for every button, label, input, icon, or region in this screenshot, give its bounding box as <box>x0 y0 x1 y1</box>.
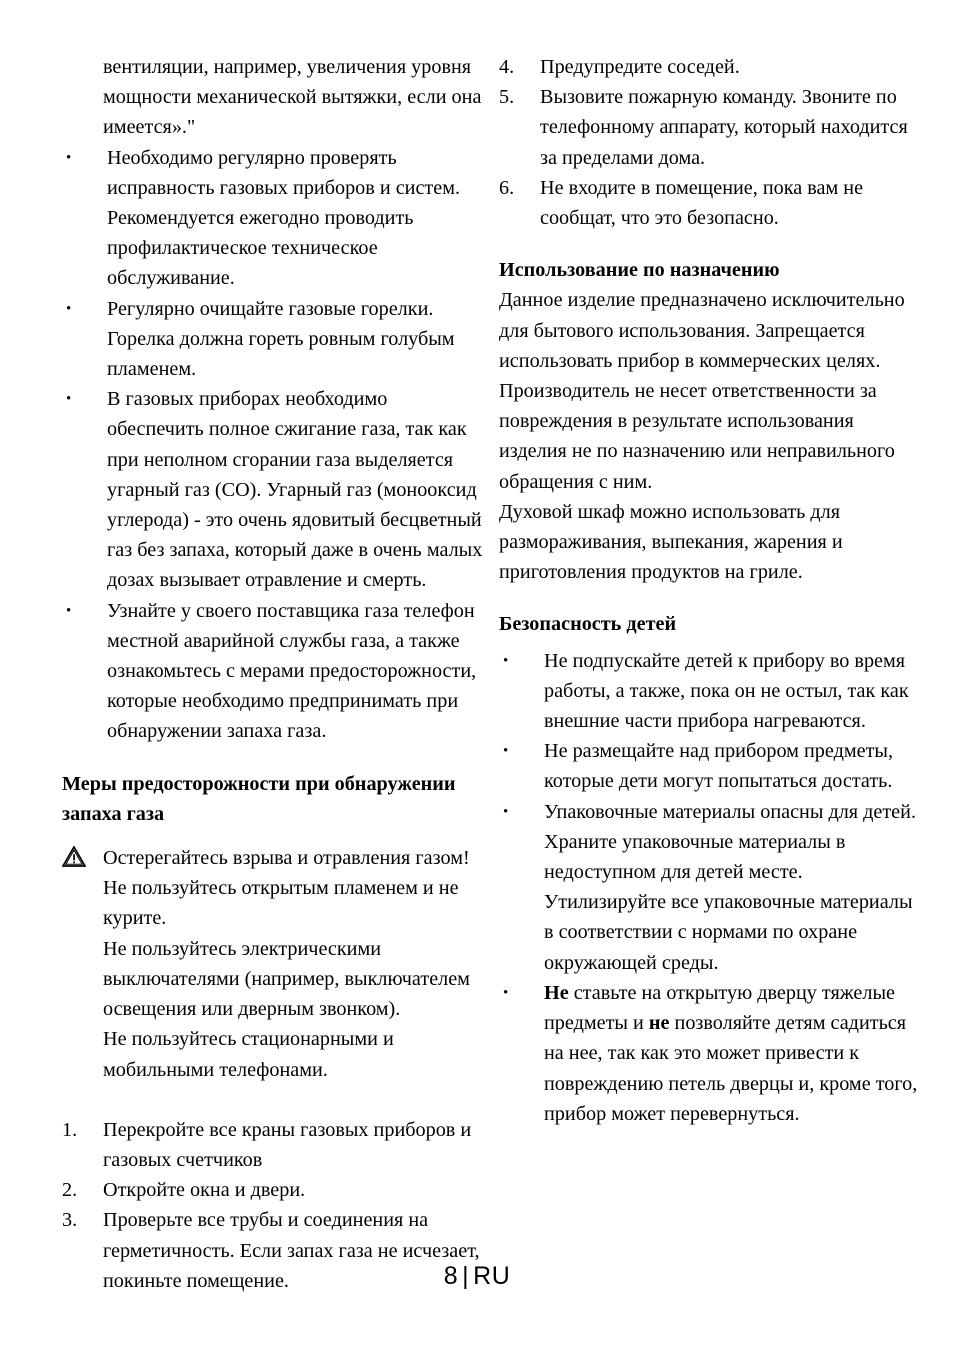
bullet-marker: • <box>503 652 509 669</box>
continuation-paragraph: вентиляции, например, увеличения уровня мощности механической вытяжки, если она имеется»." <box>103 56 482 139</box>
page-number: 8 <box>443 1262 459 1290</box>
warning-text: Не пользуйтесь электрическими выключателями (например, выключателем освещения или дверным звонком). <box>103 937 470 1021</box>
bullet-marker: • <box>66 300 72 317</box>
spacer <box>62 747 487 769</box>
bullet-marker: • <box>503 743 509 760</box>
spacer <box>499 587 924 609</box>
page-footer <box>0 1262 954 1291</box>
list-item-text: Необходимо регулярно проверять исправность газовых приборов и систем. Рекомендуется ежегодно проводить профилактическое техническое обслуживание. <box>107 146 461 290</box>
two-column-body <box>0 52 954 1296</box>
right-column <box>499 52 924 1296</box>
list-item <box>499 736 924 796</box>
list-item <box>62 384 487 595</box>
list-item-text: Регулярно очищайте газовые горелки. Горелка должна гореть ровным голубым пламенем. <box>107 297 455 381</box>
list-item <box>62 294 487 385</box>
footer-separator: | <box>462 1262 470 1290</box>
list-item-text: Не входите в помещение, пока вам не сообщат, что это безопасно. <box>540 176 864 230</box>
list-item <box>499 52 924 82</box>
bullet-marker: • <box>66 602 72 619</box>
list-item <box>62 143 487 294</box>
list-item-text: Откройте окна и двери. <box>103 1179 306 1202</box>
list-item <box>499 173 924 233</box>
bullet-marker: • <box>66 391 72 408</box>
list-item <box>499 797 924 978</box>
list-item-text: В газовых приборах необходимо обеспечить полное сжигание газа, так как при неполном сгорании газа выделяется угарный газ (СО). Угарный газ (монооксид углерода) - это очень ядовитый бесцветный газ без запаха, который даже в очень малых дозах вызывает отравление и смерть. <box>107 388 483 592</box>
list-number: 6. <box>499 176 515 199</box>
spacer <box>499 233 924 255</box>
list-item-text: Не размещайте над прибором предметы, которые дети могут попытаться достать. <box>544 740 894 793</box>
list-number: 5. <box>499 86 515 109</box>
section-heading-child-safety: Безопасность детей <box>499 613 677 636</box>
list-number: 4. <box>499 56 515 78</box>
section-heading-intended-use: Использование по назначению <box>499 259 780 282</box>
intended-use-paragraph: Данное изделие предназначено исключительно для бытового использования. Запрещается использовать прибор в коммерческих целях. <box>499 289 905 372</box>
list-item-text: Вызовите пожарную команду. Звоните по телефонному аппарату, который находится за пределами дома. <box>540 86 908 169</box>
list-item <box>499 82 924 173</box>
list-item <box>62 1115 487 1175</box>
warning-text: Не пользуйтесь открытым пламенем и не курите. <box>103 877 459 930</box>
section-heading-gas-smell-precautions: Меры предосторожности при обнаружении запаха газа <box>62 772 456 825</box>
warning-triangle-icon <box>62 843 103 867</box>
left-column <box>62 52 487 1296</box>
bullet-marker: • <box>503 803 509 820</box>
list-item <box>62 1175 487 1205</box>
list-item-text: Узнайте у своего поставщика газа телефон местной аварийной службы газа, а также ознакомьтесь с мерами предосторожности, которые необходимо предпринимать при обнаружении запаха газа. <box>107 599 477 743</box>
list-item-text: Проверьте все трубы и соединения на герметичность. Если запах газа не исчезает, покиньте помещение. <box>103 1209 480 1292</box>
list-item <box>499 978 924 1129</box>
warning-text: Остерегайтесь взрыва и отравления газом! <box>103 847 470 870</box>
list-item-text: Не ставьте на открытую дверцу тяжелые предметы и не позволяйте детям садиться на нее, так как это может привести к повреждению петель дверцы и, кроме того, прибор может перевернуться. <box>544 981 918 1125</box>
spacer <box>62 1085 487 1115</box>
intended-use-paragraph: Производитель не несет ответственности за повреждения в результате использования изделия не по назначению или неправильного обращения с ним. <box>499 380 895 493</box>
language-code: RU <box>473 1262 511 1290</box>
list-item <box>62 596 487 747</box>
intended-use-paragraph: Духовой шкаф можно использовать для размораживания, выпекания, жарения и приготовления продуктов на гриле. <box>499 500 843 584</box>
warning-text: Не пользуйтесь стационарными и мобильными телефонами. <box>103 1028 394 1081</box>
list-number: 1. <box>62 1118 78 1141</box>
list-item <box>499 646 924 737</box>
list-item-text: Упаковочные материалы опасны для детей. Храните упаковочные материалы в недоступном для детей месте. Утилизируйте все упаковочные материалы в соответствии с нормами по охране окружающей среды. <box>544 800 916 974</box>
list-number: 3. <box>62 1209 78 1232</box>
bullet-marker: • <box>66 149 72 166</box>
bullet-marker: • <box>503 984 509 1001</box>
list-number: 2. <box>62 1179 78 1202</box>
list-item-text: Предупредите соседей. <box>540 56 740 78</box>
warning-block <box>62 843 487 873</box>
spacer <box>62 829 487 843</box>
child-safety-bullet-list <box>499 646 924 1129</box>
list-item-text: Перекройте все краны газовых приборов и газовых счетчиков <box>103 1118 472 1171</box>
list-item-text: Не подпускайте детей к прибору во время работы, а также, пока он не остыл, так как внешние части прибора нагреваются. <box>544 649 909 733</box>
